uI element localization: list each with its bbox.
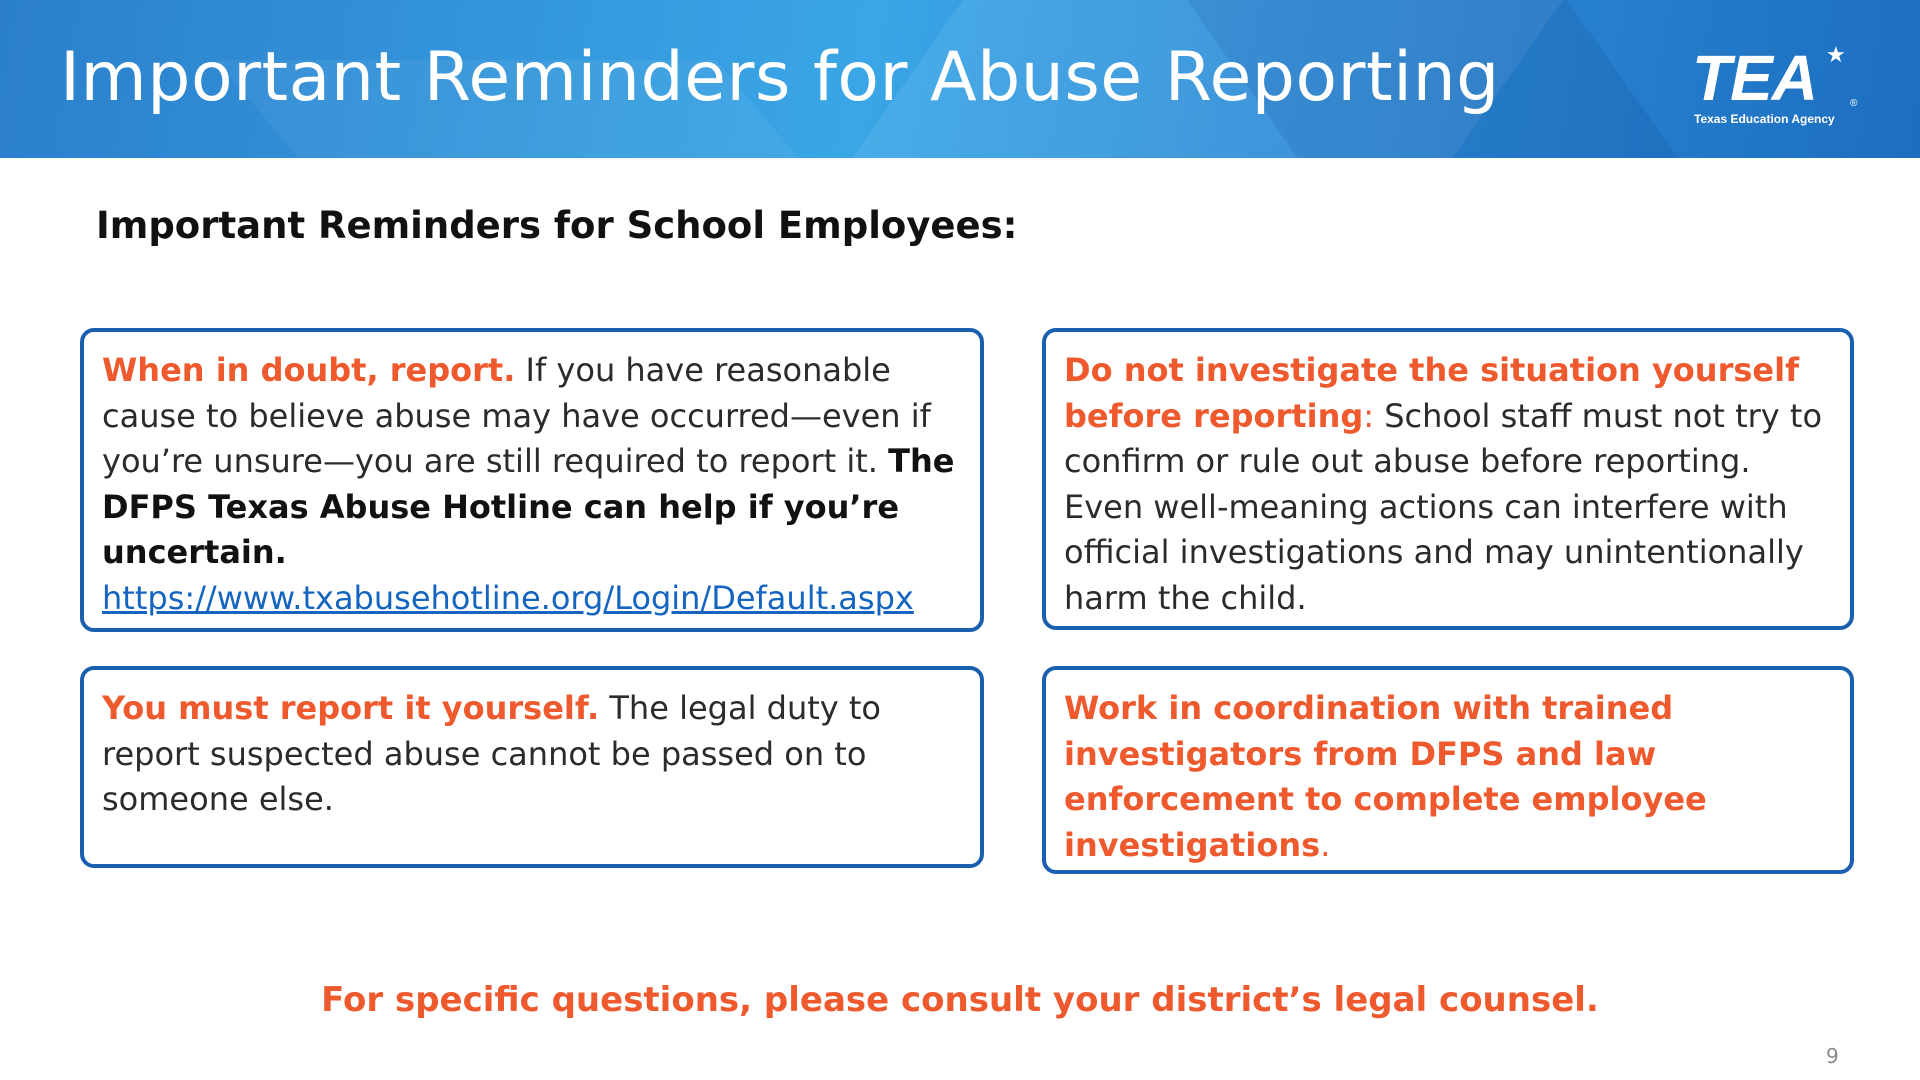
reminder-box-coordinate [1042,666,1854,874]
page-title: Important Reminders for Abuse Reporting [60,38,1500,117]
reminder-box-investigate [1042,328,1854,630]
page-number: 9 [1826,1044,1839,1068]
reminder-lead: Work in coordination with trained investigators from DFPS and law enforcement to complete employee investigations [1064,689,1707,864]
hotline-link[interactable]: https://www.txabusehotline.org/Login/Default.aspx [102,578,914,617]
reminder-box-doubt [80,328,984,632]
reminder-lead: When in doubt, report. [102,351,516,389]
logo-subtitle: Texas Education Agency [1694,112,1835,126]
reminder-body: If you have reasonable cause to believe abuse may have occurred—even if you’re unsure—you are still required to report it. [102,351,931,480]
header-banner [0,0,1920,158]
reminder-body: School staff must not try to confirm or rule out abuse before reporting. Even well-meaning actions can interfere with official investigations and may unintentionally harm the child. [1064,396,1823,617]
logo-registered: ® [1850,98,1858,109]
section-heading: Important Reminders for School Employees: [96,204,1018,247]
reminder-lead: You must report it yourself. [102,689,600,727]
tea-logo [1692,42,1862,130]
logo-mark: TEA [1692,42,1817,114]
footer-note: For specific questions, please consult your district’s legal counsel. [321,980,1599,1020]
reminder-emphasis: The DFPS Texas Abuse Hotline can help if you’re uncertain. [102,442,955,571]
reminder-colon: : [1363,396,1375,435]
reminder-box-self [80,666,984,868]
reminder-period: . [1320,825,1331,864]
star-icon: ★ [1826,42,1846,67]
reminder-body: The legal duty to report suspected abuse cannot be passed on to someone else. [102,689,881,818]
reminder-lead: Do not investigate the situation yourself before reporting [1064,351,1799,435]
